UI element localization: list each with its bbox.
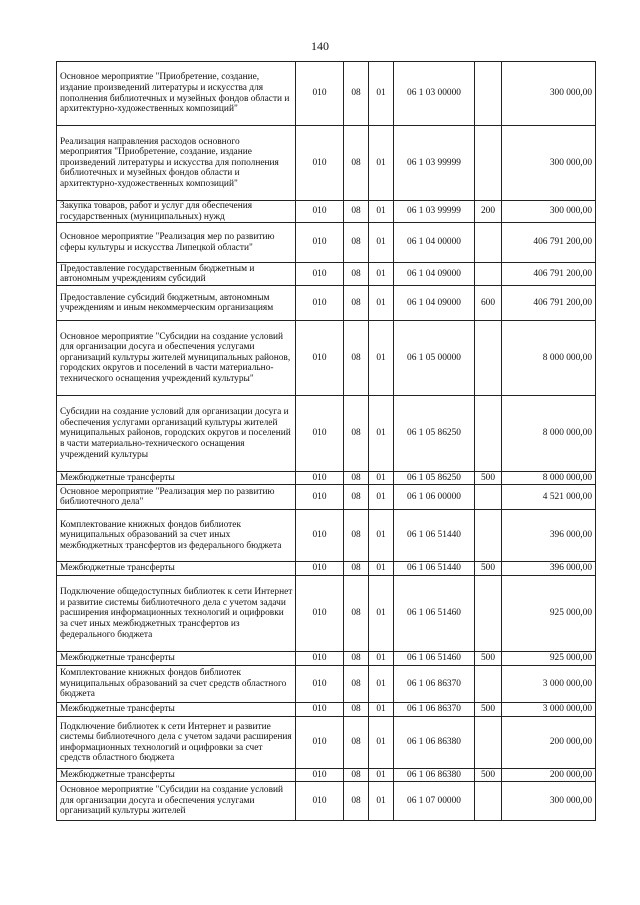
row-code-gr: 010 [296,562,344,576]
row-code-rz: 08 [344,717,369,769]
row-code-vr: 500 [475,703,502,717]
row-code-vr [475,485,502,510]
row-amount: 406 791 200,00 [502,286,596,321]
row-name: Субсидии на создание условий для организации досуга и обеспечения услугами организаций культуры жителей муниципальных районов, городских округов и поселений в части материально-технического оснащения учреждений культуры [57,396,296,472]
row-code-vr: 600 [475,286,502,321]
row-code-rz: 08 [344,510,369,562]
row-name: Реализация направления расходов основного мероприятия "Приобретение, создание, издание произведений литературы и искусства для пополнения библиотечных и музейных фондов области и архитектурно-художественных композиций" [57,126,296,201]
row-code-csr: 06 1 06 51460 [394,576,475,652]
row-code-csr: 06 1 03 00000 [394,62,475,126]
row-code-pr: 01 [369,717,394,769]
row-code-csr: 06 1 06 51440 [394,562,475,576]
row-code-gr: 010 [296,485,344,510]
table-row [57,201,596,223]
row-amount: 4 521 000,00 [502,485,596,510]
row-code-vr [475,223,502,263]
row-code-rz: 08 [344,472,369,485]
row-code-vr [475,321,502,396]
row-code-rz: 08 [344,286,369,321]
row-code-csr: 06 1 04 00000 [394,223,475,263]
table-row [57,703,596,717]
row-name: Основное мероприятие "Приобретение, создание, издание произведений литературы и искусства для пополнения библиотечных и музейных фондов области и архитектурно-художественных композиций" [57,62,296,126]
row-code-csr: 06 1 04 09000 [394,263,475,286]
table-row [57,652,596,666]
row-name: Комплектование книжных фондов библиотек муниципальных образований за счет иных межбюджетных трансфертов из федерального бюджета [57,510,296,562]
row-code-pr: 01 [369,703,394,717]
row-code-pr: 01 [369,666,394,703]
row-amount: 925 000,00 [502,652,596,666]
row-code-csr: 06 1 05 86250 [394,472,475,485]
row-name: Межбюджетные трансферты [57,703,296,717]
row-amount: 406 791 200,00 [502,223,596,263]
row-code-gr: 010 [296,576,344,652]
row-code-vr: 500 [475,562,502,576]
row-name: Основное мероприятие "Субсидии на создание условий для организации досуга и обеспечения услугами организаций культуры жителей муниципальных районов, городских округов и поселений в части материально-технического оснащения учреждений культуры" [57,321,296,396]
row-code-rz: 08 [344,321,369,396]
row-amount: 200 000,00 [502,717,596,769]
row-amount: 8 000 000,00 [502,472,596,485]
table-row [57,576,596,652]
row-code-pr: 01 [369,652,394,666]
row-code-csr: 06 1 04 09000 [394,286,475,321]
row-code-csr: 06 1 06 51440 [394,510,475,562]
row-code-pr: 01 [369,769,394,782]
row-code-rz: 08 [344,703,369,717]
table-row [57,472,596,485]
row-name: Подключение общедоступных библиотек к сети Интернет и развитие системы библиотечного дела с учетом задачи расширения информационных технологий и оцифровки за счет иных межбюджетных трансфертов из федерального бюджета [57,576,296,652]
row-code-gr: 010 [296,472,344,485]
row-code-rz: 08 [344,769,369,782]
row-code-gr: 010 [296,126,344,201]
row-code-gr: 010 [296,62,344,126]
row-code-pr: 01 [369,510,394,562]
table-row [57,666,596,703]
row-code-vr [475,782,502,821]
row-amount: 3 000 000,00 [502,666,596,703]
row-code-gr: 010 [296,396,344,472]
row-code-vr: 500 [475,652,502,666]
row-code-rz: 08 [344,396,369,472]
row-code-gr: 010 [296,717,344,769]
table-row [57,62,596,126]
row-code-rz: 08 [344,576,369,652]
row-name: Межбюджетные трансферты [57,472,296,485]
row-name: Закупка товаров, работ и услуг для обеспечения государственных (муниципальных) нужд [57,201,296,223]
row-amount: 300 000,00 [502,201,596,223]
row-name: Основное мероприятие "Реализация мер по развитию сферы культуры и искусства Липецкой области" [57,223,296,263]
row-code-vr [475,263,502,286]
row-code-pr: 01 [369,485,394,510]
row-amount: 300 000,00 [502,126,596,201]
table-row [57,286,596,321]
row-code-csr: 06 1 03 99999 [394,201,475,223]
row-code-csr: 06 1 06 86370 [394,666,475,703]
table-row [57,263,596,286]
row-name: Комплектование книжных фондов библиотек муниципальных образований за счет средств областного бюджета [57,666,296,703]
row-code-gr: 010 [296,703,344,717]
row-code-rz: 08 [344,562,369,576]
row-code-vr [475,126,502,201]
row-name: Основное мероприятие "Субсидии на создание условий для организации досуга и обеспечения услугами организаций культуры жителей [57,782,296,821]
row-code-pr: 01 [369,576,394,652]
budget-table [56,61,596,821]
row-amount: 300 000,00 [502,782,596,821]
row-name: Межбюджетные трансферты [57,652,296,666]
row-code-vr [475,576,502,652]
row-code-rz: 08 [344,223,369,263]
row-code-pr: 01 [369,782,394,821]
row-code-csr: 06 1 03 99999 [394,126,475,201]
table-row [57,321,596,396]
row-code-rz: 08 [344,666,369,703]
table-row [57,782,596,821]
row-code-pr: 01 [369,201,394,223]
row-code-csr: 06 1 07 00000 [394,782,475,821]
row-code-gr: 010 [296,510,344,562]
row-code-pr: 01 [369,472,394,485]
row-name: Межбюджетные трансферты [57,769,296,782]
row-code-pr: 01 [369,562,394,576]
row-name: Предоставление субсидий бюджетным, автономным учреждениям и иным некоммерческим организациям [57,286,296,321]
row-code-rz: 08 [344,201,369,223]
row-code-csr: 06 1 06 51460 [394,652,475,666]
row-code-vr: 500 [475,769,502,782]
row-code-csr: 06 1 05 86250 [394,396,475,472]
row-code-vr: 200 [475,201,502,223]
row-code-csr: 06 1 06 00000 [394,485,475,510]
row-amount: 925 000,00 [502,576,596,652]
row-code-gr: 010 [296,652,344,666]
table-row [57,562,596,576]
row-code-gr: 010 [296,263,344,286]
row-code-gr: 010 [296,286,344,321]
table-row [57,223,596,263]
row-amount: 300 000,00 [502,62,596,126]
table-row [57,717,596,769]
row-name: Предоставление государственным бюджетным и автономным учреждениям субсидий [57,263,296,286]
row-code-pr: 01 [369,286,394,321]
row-code-csr: 06 1 05 00000 [394,321,475,396]
page-number: 140 [311,39,329,53]
row-amount: 200 000,00 [502,769,596,782]
row-code-gr: 010 [296,769,344,782]
table-row [57,485,596,510]
row-name: Межбюджетные трансферты [57,562,296,576]
row-code-pr: 01 [369,396,394,472]
row-code-gr: 010 [296,782,344,821]
row-code-rz: 08 [344,782,369,821]
row-code-csr: 06 1 06 86380 [394,717,475,769]
row-code-rz: 08 [344,485,369,510]
table-row [57,510,596,562]
row-amount: 8 000 000,00 [502,396,596,472]
row-code-vr [475,717,502,769]
row-code-csr: 06 1 06 86380 [394,769,475,782]
row-code-pr: 01 [369,263,394,286]
row-code-vr [475,396,502,472]
row-code-pr: 01 [369,223,394,263]
row-name: Основное мероприятие "Реализация мер по развитию библиотечного дела" [57,485,296,510]
row-code-rz: 08 [344,652,369,666]
row-code-vr [475,666,502,703]
row-code-pr: 01 [369,62,394,126]
row-code-pr: 01 [369,126,394,201]
table-row [57,126,596,201]
row-code-csr: 06 1 06 86370 [394,703,475,717]
row-code-gr: 010 [296,321,344,396]
row-code-gr: 010 [296,666,344,703]
row-code-vr [475,62,502,126]
row-name: Подключение библиотек к сети Интернет и развитие системы библиотечного дела с учетом задачи расширения информационных технологий и оцифровки за счет средств областного бюджета [57,717,296,769]
row-amount: 396 000,00 [502,510,596,562]
row-amount: 406 791 200,00 [502,263,596,286]
row-code-vr: 500 [475,472,502,485]
row-code-gr: 010 [296,223,344,263]
table-row [57,396,596,472]
row-code-gr: 010 [296,201,344,223]
row-code-rz: 08 [344,263,369,286]
row-amount: 8 000 000,00 [502,321,596,396]
row-code-vr [475,510,502,562]
row-code-rz: 08 [344,126,369,201]
row-code-pr: 01 [369,321,394,396]
row-amount: 396 000,00 [502,562,596,576]
row-code-rz: 08 [344,62,369,126]
row-amount: 3 000 000,00 [502,703,596,717]
table-row [57,769,596,782]
